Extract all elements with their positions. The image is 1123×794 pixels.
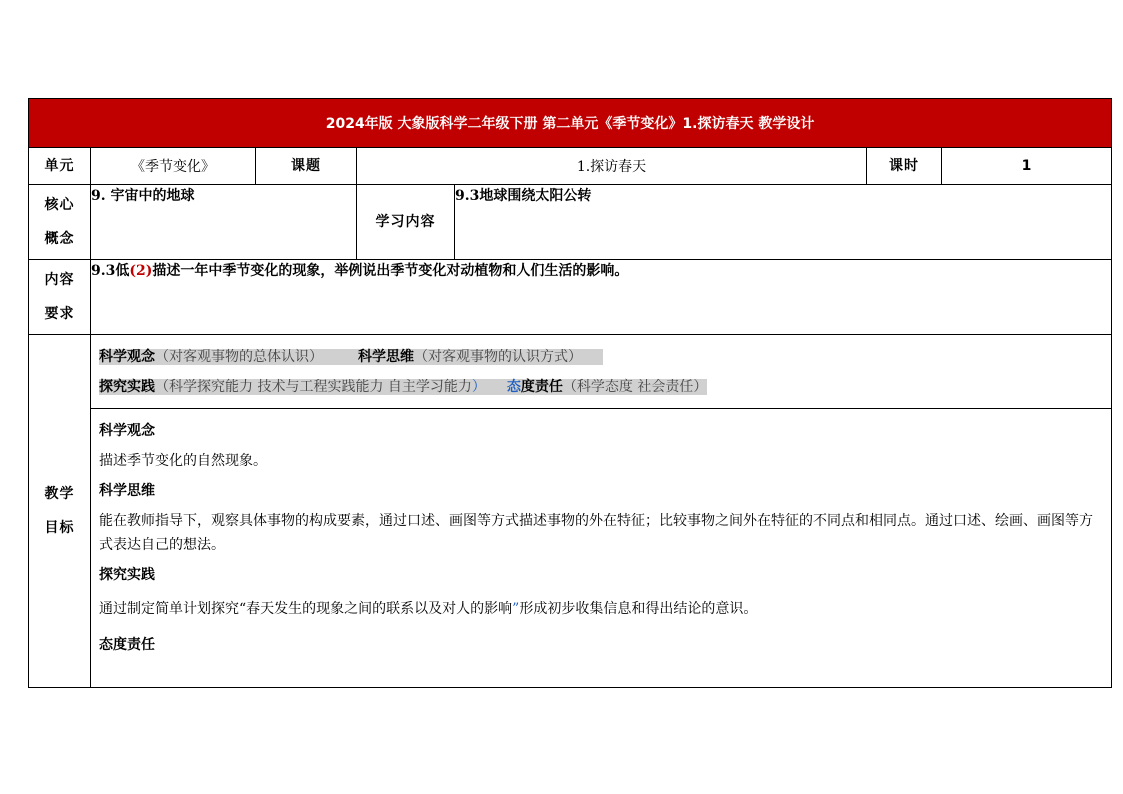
unit-label: 单元 — [29, 148, 91, 185]
inquiry-text-part-1: 通过制定简单计划探究“春天发生的现象之间的联系以及对人的影响 — [99, 601, 513, 617]
detail-text-science-concept: 描述季节变化的自然现象。 — [99, 453, 267, 469]
core-concept-label — [29, 185, 91, 260]
inquiry-text-quote: ” — [512, 601, 520, 617]
science-concept-note: （对客观事物的总体认识） — [155, 348, 316, 365]
categories-line-2 — [91, 368, 1111, 404]
detail-heading-inquiry-practice: 探究实践 — [99, 567, 155, 583]
objectives-detail-block — [91, 409, 1111, 667]
objectives-details — [91, 409, 1112, 688]
attitude-heading: 度责任 — [520, 378, 563, 395]
content-requirement-label-line2: 要求 — [44, 306, 75, 322]
inquiry-practice-close: ） — [471, 378, 479, 395]
detail-text-inquiry-practice — [99, 597, 1103, 621]
core-concept-label-line1: 核心 — [44, 197, 75, 213]
inquiry-text-part-2: 形成初步收集信息和得出结论的意识。 — [519, 601, 758, 617]
unit-value: 《季节变化》 — [91, 148, 256, 185]
detail-heading-science-concept: 科学观念 — [99, 423, 155, 439]
detail-heading-attitude: 态度责任 — [99, 637, 155, 653]
content-requirement-label — [29, 260, 91, 335]
science-concept-heading: 科学观念 — [99, 348, 155, 365]
objectives-label-line1: 教学 — [44, 486, 75, 502]
requirement-code: 9.3低 — [91, 263, 130, 279]
content-requirement-label-line1: 内容 — [44, 272, 75, 288]
objectives-label — [29, 335, 91, 688]
topic-label: 课题 — [256, 148, 357, 185]
detail-text-science-thinking: 能在教师指导下，观察具体事物的构成要素，通过口述、画图等方式描述事物的外在特征；比较事物之间外在特征的不同点和相同点。通过口述、绘画、画图等方式表达自己的想法。 — [99, 513, 1093, 553]
requirement-number: (2) — [129, 263, 153, 279]
learning-content-value: 9.3地球围绕太阳公转 — [455, 185, 1112, 260]
topic-value: 1.探访春天 — [357, 148, 867, 185]
period-value: 1 — [942, 148, 1112, 185]
attitude-first-char: 态 — [506, 378, 521, 395]
objectives-categories-row — [29, 335, 1112, 409]
inquiry-practice-note: （科学探究能力 技术与工程实践能力 自主学习能力 — [155, 378, 472, 395]
science-thinking-heading: 科学思维 — [358, 348, 414, 365]
objectives-label-line2: 目标 — [44, 520, 75, 536]
core-concept-value: 9. 宇宙中的地球 — [91, 185, 357, 260]
requirement-description: 描述一年中季节变化的现象，举例说出季节变化对动植物和人们生活的影响。 — [152, 263, 629, 279]
core-concept-row — [29, 185, 1112, 260]
objectives-details-row — [29, 409, 1112, 688]
lesson-plan-table — [28, 98, 1112, 688]
period-label: 课时 — [867, 148, 942, 185]
core-concept-label-line2: 概念 — [44, 231, 75, 247]
objectives-categories — [91, 335, 1112, 409]
learning-content-label: 学习内容 — [357, 185, 455, 260]
categories-line-1 — [91, 340, 1111, 368]
detail-heading-science-thinking: 科学思维 — [99, 483, 155, 499]
science-thinking-note: （对客观事物的认识方式） — [414, 348, 575, 365]
content-requirement-row — [29, 260, 1112, 335]
category-inquiry-practice — [99, 379, 707, 395]
content-requirement-text — [91, 260, 1112, 335]
title-row — [29, 99, 1112, 148]
document-title: 2024年版 大象版科学二年级下册 第二单元《季节变化》1.探访春天 教学设计 — [29, 99, 1112, 148]
category-science-concept — [99, 349, 603, 365]
unit-row — [29, 148, 1112, 185]
inquiry-practice-heading: 探究实践 — [99, 378, 155, 395]
attitude-note: （科学态度 社会责任） — [562, 378, 708, 395]
